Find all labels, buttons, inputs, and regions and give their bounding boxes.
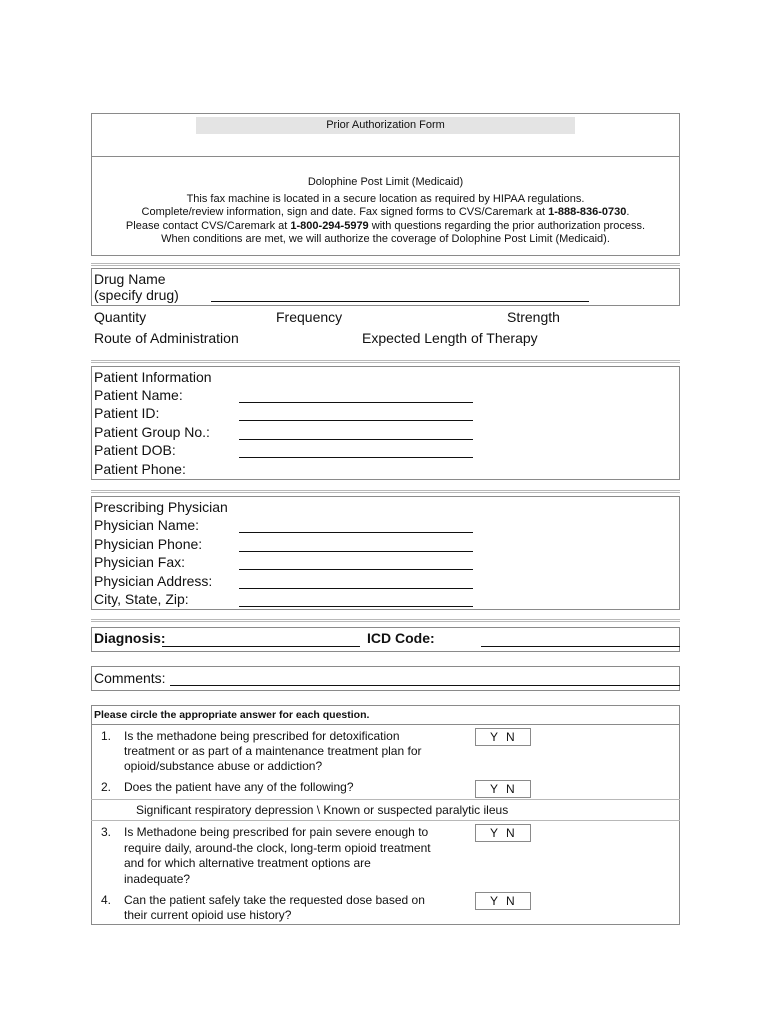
physician-fax-field[interactable]	[239, 569, 473, 570]
no-option[interactable]: N	[506, 826, 515, 840]
question-1-text: Is the methadone being prescribed for detoxification treatment or as part of a maintenance treatment plan for opioid/substance abuse or addiction?	[124, 729, 422, 773]
patient-id-label: Patient ID:	[94, 405, 160, 421]
no-option[interactable]: N	[506, 894, 515, 908]
question-3-text: Is Methadone being prescribed for pain severe enough to require daily, around-the clock, long-term opioid treatment and for which alternative treatment options are inadequate?	[124, 825, 431, 886]
fax-number: 1-888-836-0730	[548, 206, 627, 218]
comments-field[interactable]	[170, 685, 680, 686]
patient-name-label: Patient Name:	[94, 387, 183, 403]
separator	[91, 360, 680, 363]
patient-id-field[interactable]	[239, 420, 473, 421]
hipaa-notice: This fax machine is located in a secure location as required by HIPAA regulations.	[186, 192, 585, 205]
separator	[91, 619, 680, 622]
question-2-text: Does the patient have any of the following?	[124, 780, 354, 794]
question-3-answer[interactable]	[475, 824, 531, 842]
drug-name-label: Drug Name	[94, 271, 166, 287]
physician-phone-field[interactable]	[239, 551, 473, 552]
strength-label: Strength	[507, 309, 560, 325]
patient-group-field[interactable]	[239, 439, 473, 440]
therapy-length-label: Expected Length of Therapy	[362, 330, 538, 346]
question-1-number: 1.	[101, 729, 112, 743]
question-1-answer[interactable]	[475, 728, 531, 746]
question-2-number: 2.	[101, 780, 112, 794]
physician-phone-label: Physician Phone:	[94, 536, 203, 552]
question-3-number: 3.	[101, 825, 112, 839]
comments-label: Comments:	[94, 670, 166, 686]
instruction-divider	[91, 724, 680, 725]
form-title-bar	[196, 117, 575, 134]
form-title: Prior Authorization Form	[326, 119, 445, 131]
diagnosis-label: Diagnosis:	[94, 630, 166, 646]
physician-city-label: City, State, Zip:	[94, 591, 189, 607]
header-divider	[91, 156, 680, 157]
physician-city-field[interactable]	[239, 606, 473, 607]
fax-instruction: Complete/review information, sign and date. Fax signed forms to CVS/Caremark at 1-888-836-0730.	[141, 206, 630, 218]
question-2-answer[interactable]	[475, 780, 531, 798]
patient-phone-label: Patient Phone:	[94, 461, 186, 477]
physician-name-field[interactable]	[239, 532, 473, 533]
phone-number: 1-800-294-5979	[290, 219, 369, 232]
no-option[interactable]: N	[506, 782, 515, 796]
form-subtitle: Dolophine Post Limit (Medicaid)	[307, 176, 464, 188]
patient-name-field[interactable]	[239, 402, 473, 403]
patient-group-label: Patient Group No.:	[94, 424, 210, 440]
yes-option[interactable]: Y	[490, 826, 499, 840]
instruction-text: Please circle the appropriate answer for each question.	[94, 709, 370, 721]
route-label: Route of Administration	[94, 330, 239, 346]
quantity-label: Quantity	[94, 309, 147, 325]
question-2-subitems: Significant respiratory depression \ Known or suspected paralytic ileus	[136, 803, 509, 817]
patient-heading: Patient Information	[94, 369, 212, 385]
icd-code-label: ICD Code:	[367, 630, 435, 646]
specify-drug-label: (specify drug)	[94, 287, 179, 303]
separator	[91, 263, 680, 266]
yes-option[interactable]: Y	[490, 730, 499, 744]
yes-option[interactable]: Y	[490, 894, 499, 908]
patient-dob-label: Patient DOB:	[94, 442, 176, 458]
question-4-number: 4.	[101, 893, 112, 907]
drug-name-field[interactable]	[211, 301, 589, 302]
contact-instruction: Please contact CVS/Caremark at 1-800-294-5979 with questions regarding the prior authorization process.	[125, 219, 646, 232]
question-2-divider	[91, 799, 680, 800]
physician-address-label: Physician Address:	[94, 573, 213, 589]
coverage-notice: When conditions are met, we will authorize the coverage of Dolophine Post Limit (Medicaid).	[161, 233, 610, 245]
physician-name-label: Physician Name:	[94, 517, 200, 533]
physician-heading: Prescribing Physician	[94, 499, 228, 515]
patient-dob-field[interactable]	[239, 457, 473, 458]
separator	[91, 490, 680, 493]
icd-code-field[interactable]	[481, 646, 680, 647]
physician-address-field[interactable]	[239, 588, 473, 589]
header-text	[91, 176, 680, 247]
no-option[interactable]: N	[506, 730, 515, 744]
frequency-label: Frequency	[276, 309, 343, 325]
physician-fax-label: Physician Fax:	[94, 554, 186, 570]
question-4-answer[interactable]	[475, 892, 531, 910]
question-4-text: Can the patient safely take the requested dose based on their current opioid use history?	[124, 893, 425, 922]
question-2-sub-divider	[91, 820, 680, 821]
comments-box	[91, 666, 680, 691]
yes-option[interactable]: Y	[490, 782, 499, 796]
diagnosis-field[interactable]	[162, 646, 360, 647]
